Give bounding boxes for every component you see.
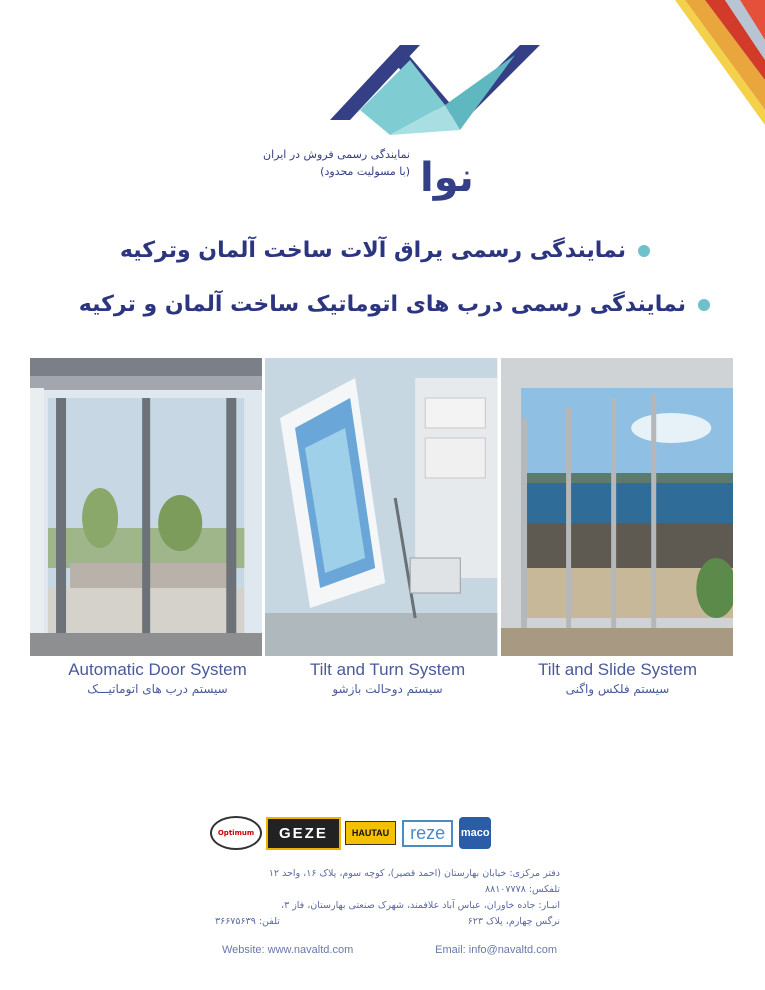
warehouse-address: انبـار: جاده خاوران، عباس آباد علافمند، شهرک صنعتی بهارستان، فاز ۳، [280, 900, 560, 911]
reze-logo: reze [402, 820, 453, 847]
caption-tilt-slide [500, 660, 735, 696]
caption-tilt-slide-fa: سیستم فلکس واگنی [565, 682, 670, 696]
company-logo [200, 40, 560, 201]
logo-mark-icon [330, 40, 540, 145]
brand-name: نوا [420, 155, 474, 201]
tilt-turn-photo [265, 358, 497, 656]
web-contact-row [222, 944, 557, 956]
warehouse-row [215, 914, 560, 930]
partner-logos [210, 815, 570, 851]
email-link[interactable]: Email: info@navaltd.com [435, 944, 557, 956]
tilt-slide-photo [501, 358, 733, 656]
maco-logo: maco [459, 817, 491, 849]
warehouse-address-2: نرگس چهارم، پلاک ۶۲۳ [467, 916, 560, 927]
phone-number: تلفن: ۳۶۶۷۵۶۳۹ [215, 916, 280, 927]
caption-tilt-turn-en: Tilt and Turn System [309, 660, 466, 679]
caption-automatic-door-fa: سیستم درب های اتوماتیـــک [87, 682, 228, 696]
website-link[interactable]: Website: www.navaltd.com [222, 944, 354, 956]
headline-hardware-text: نمایندگی رسمی یراق آلات ساخت آلمان وترکیه [119, 238, 626, 263]
fax-number: تلفکس: ۸۸۱۰۷۷۷۸ [484, 884, 560, 895]
bullet-dot-icon [698, 299, 710, 311]
geze-logo: GEZE [268, 819, 339, 848]
caption-tilt-turn [270, 660, 505, 696]
bullet-dot-icon [638, 245, 650, 257]
office-address: دفتر مرکزی: خیابان بهارستان (احمد قصیر)، کوچه سوم، پلاک ۱۶، واحد ۱۲ [268, 868, 560, 879]
caption-tilt-turn-fa: سیستم دوحالت بازشو [332, 682, 443, 696]
brand-tagline: نمایندگی رسمی فروش در ایران [263, 148, 410, 161]
product-photos [30, 358, 733, 656]
caption-automatic-door-en: Automatic Door System [68, 660, 247, 679]
brand-liability-note: (با مسولیت محدود) [320, 165, 410, 178]
hautau-logo: HAUTAU [345, 821, 396, 845]
caption-tilt-slide-en: Tilt and Slide System [537, 660, 698, 679]
corner-stripes-decoration [615, 0, 765, 130]
headline-hardware [120, 238, 650, 263]
headline-automatic-doors-text: نمایندگی رسمی درب های اتوماتیک ساخت آلمان و ترکیه [78, 292, 686, 317]
automatic-door-photo [30, 358, 262, 656]
caption-automatic-door [40, 660, 275, 696]
contact-info [215, 866, 560, 930]
optimum-logo: Optimum [210, 816, 262, 850]
headline-automatic-doors [79, 292, 710, 317]
